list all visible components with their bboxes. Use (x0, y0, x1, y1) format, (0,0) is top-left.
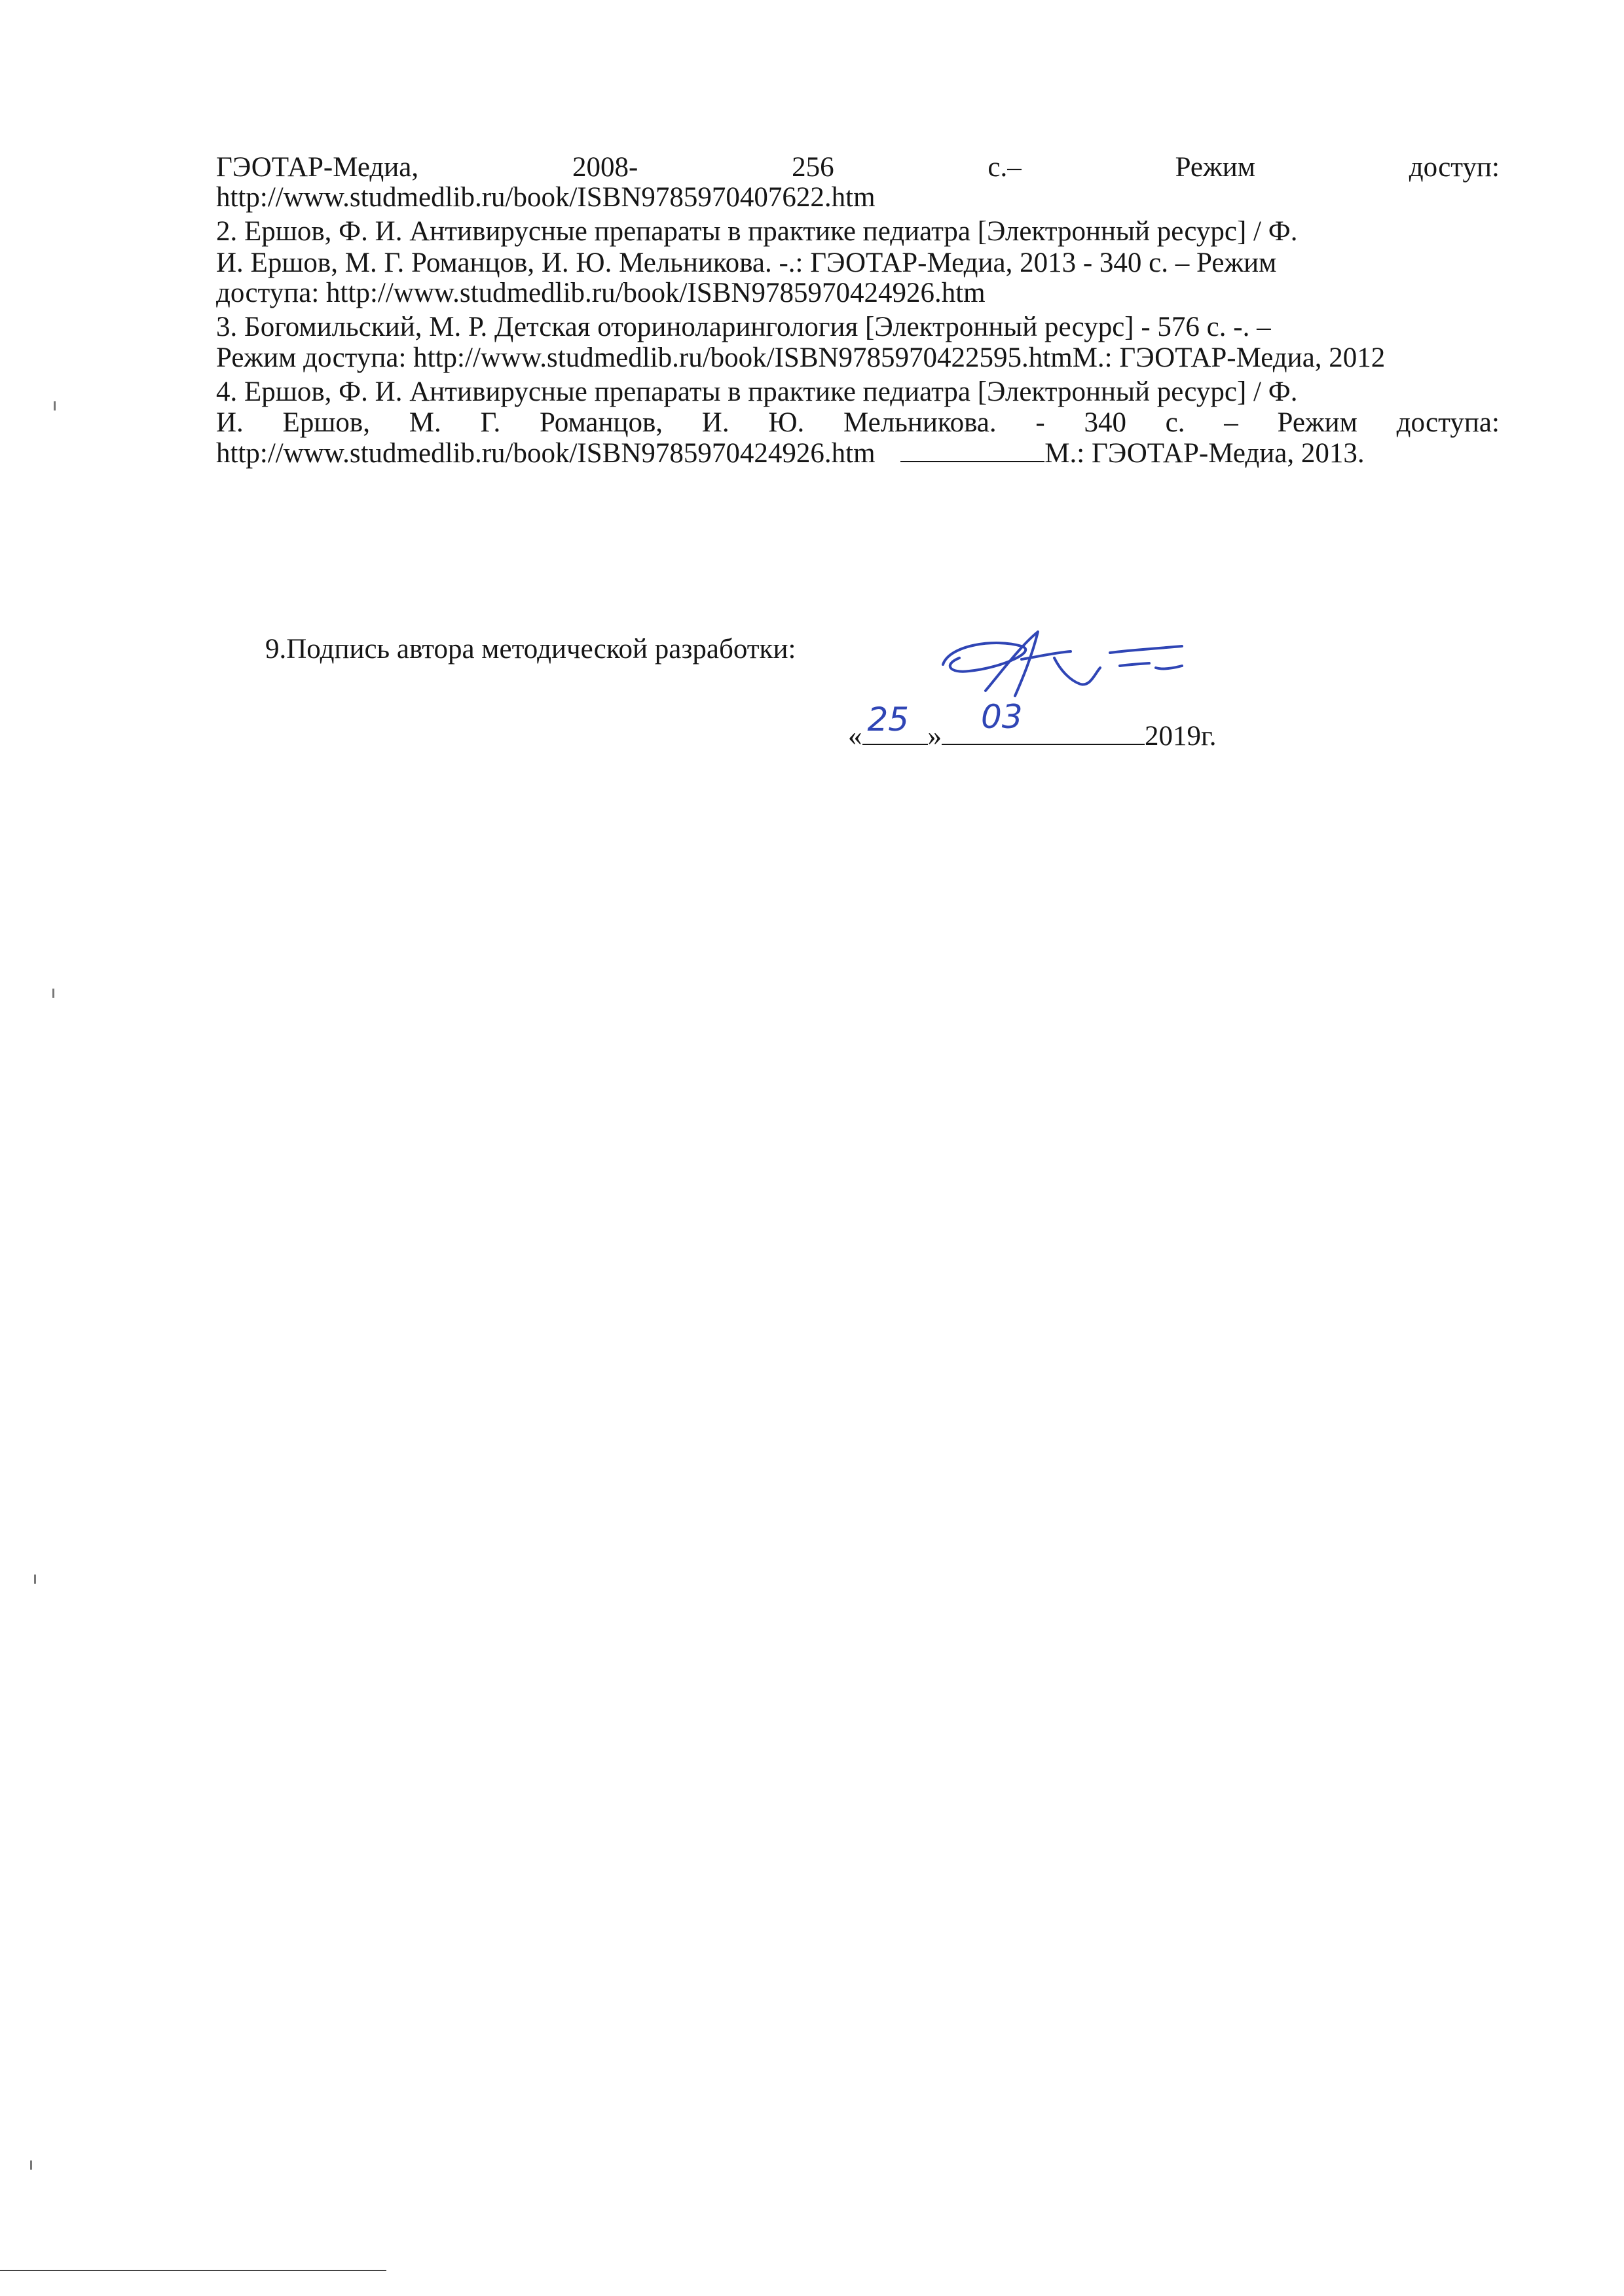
reference-line-10 (216, 437, 1365, 469)
ref-text: Ю. (768, 407, 805, 438)
handwritten-month: 03 (981, 698, 1023, 736)
handwritten-day: 25 (867, 701, 910, 738)
scan-mark (54, 401, 56, 410)
page-bottom-rule (0, 2270, 386, 2271)
date-year: 2019г. (1145, 721, 1217, 752)
signature-date (848, 698, 1217, 752)
ref-text: 2008- (572, 152, 638, 183)
date-open-quote: « (848, 721, 862, 752)
ref-text: Романцов, (539, 407, 663, 438)
reference-line-5: доступа: http://www.studmedlib.ru/book/ISBN9785970424926.htm (216, 278, 986, 308)
reference-line-1 (216, 152, 1500, 183)
ref-text: 340 (1084, 407, 1126, 438)
ref-text: ГЭОТАР-Медиа, (216, 152, 419, 183)
reference-line-3: 2. Ершов, Ф. И. Антивирусные препараты в практике педиатра [Электронный ресурс] / Ф. (216, 216, 1298, 247)
ref-text: доступа: (1396, 407, 1500, 438)
ref-text: Режим (1175, 152, 1255, 183)
ref-text: М. (409, 407, 441, 438)
ref-text: – (1224, 407, 1238, 438)
reference-line-6: 3. Богомильский, М. Р. Детская оториноларингология [Электронный ресурс] - 576 с. -. – (216, 312, 1271, 342)
reference-line-8: 4. Ершов, Ф. И. Антивирусные препараты в практике педиатра [Электронный ресурс] / Ф. (216, 376, 1298, 407)
ref-text: - (1035, 407, 1045, 438)
handwritten-signature (923, 619, 1198, 717)
ref-text: доступ: (1409, 152, 1500, 183)
ref-publisher: М.: ГЭОТАР-Медиа, 2013. (1044, 438, 1365, 469)
ref-text: Режим (1277, 407, 1357, 438)
reference-line-2: http://www.studmedlib.ru/book/ISBN9785970407622.htm (216, 182, 876, 213)
ref-text: с.– (987, 152, 1022, 183)
month-blank (942, 698, 1145, 745)
reference-line-9 (216, 407, 1500, 439)
ref-text: И. (701, 407, 729, 438)
scan-mark (52, 989, 54, 998)
scan-mark (34, 1575, 36, 1584)
reference-line-4: И. Ершов, М. Г. Романцов, И. Ю. Мельникова. -.: ГЭОТАР-Медиа, 2013 - 340 с. – Режим (216, 247, 1277, 278)
day-blank (862, 701, 928, 745)
ref-url: http://www.studmedlib.ru/book/ISBN9785970424926.htm (216, 438, 876, 469)
ref-text: с. (1165, 407, 1185, 438)
ref-text: И. (216, 407, 244, 438)
date-close-quote: » (927, 721, 942, 752)
ref-text: 256 (792, 152, 834, 183)
ref-text: Ершов, (282, 407, 370, 438)
signature-label: 9.Подпись автора методической разработки: (265, 634, 796, 665)
ref-text: Мельникова. (843, 407, 997, 438)
ref-text: Г. (480, 407, 501, 438)
reference-line-7: Режим доступа: http://www.studmedlib.ru/book/ISBN9785970422595.htmМ.: ГЭОТАР-Медиа, 2012 (216, 342, 1386, 373)
scan-mark (30, 2160, 32, 2170)
blank-underline (900, 437, 1044, 462)
